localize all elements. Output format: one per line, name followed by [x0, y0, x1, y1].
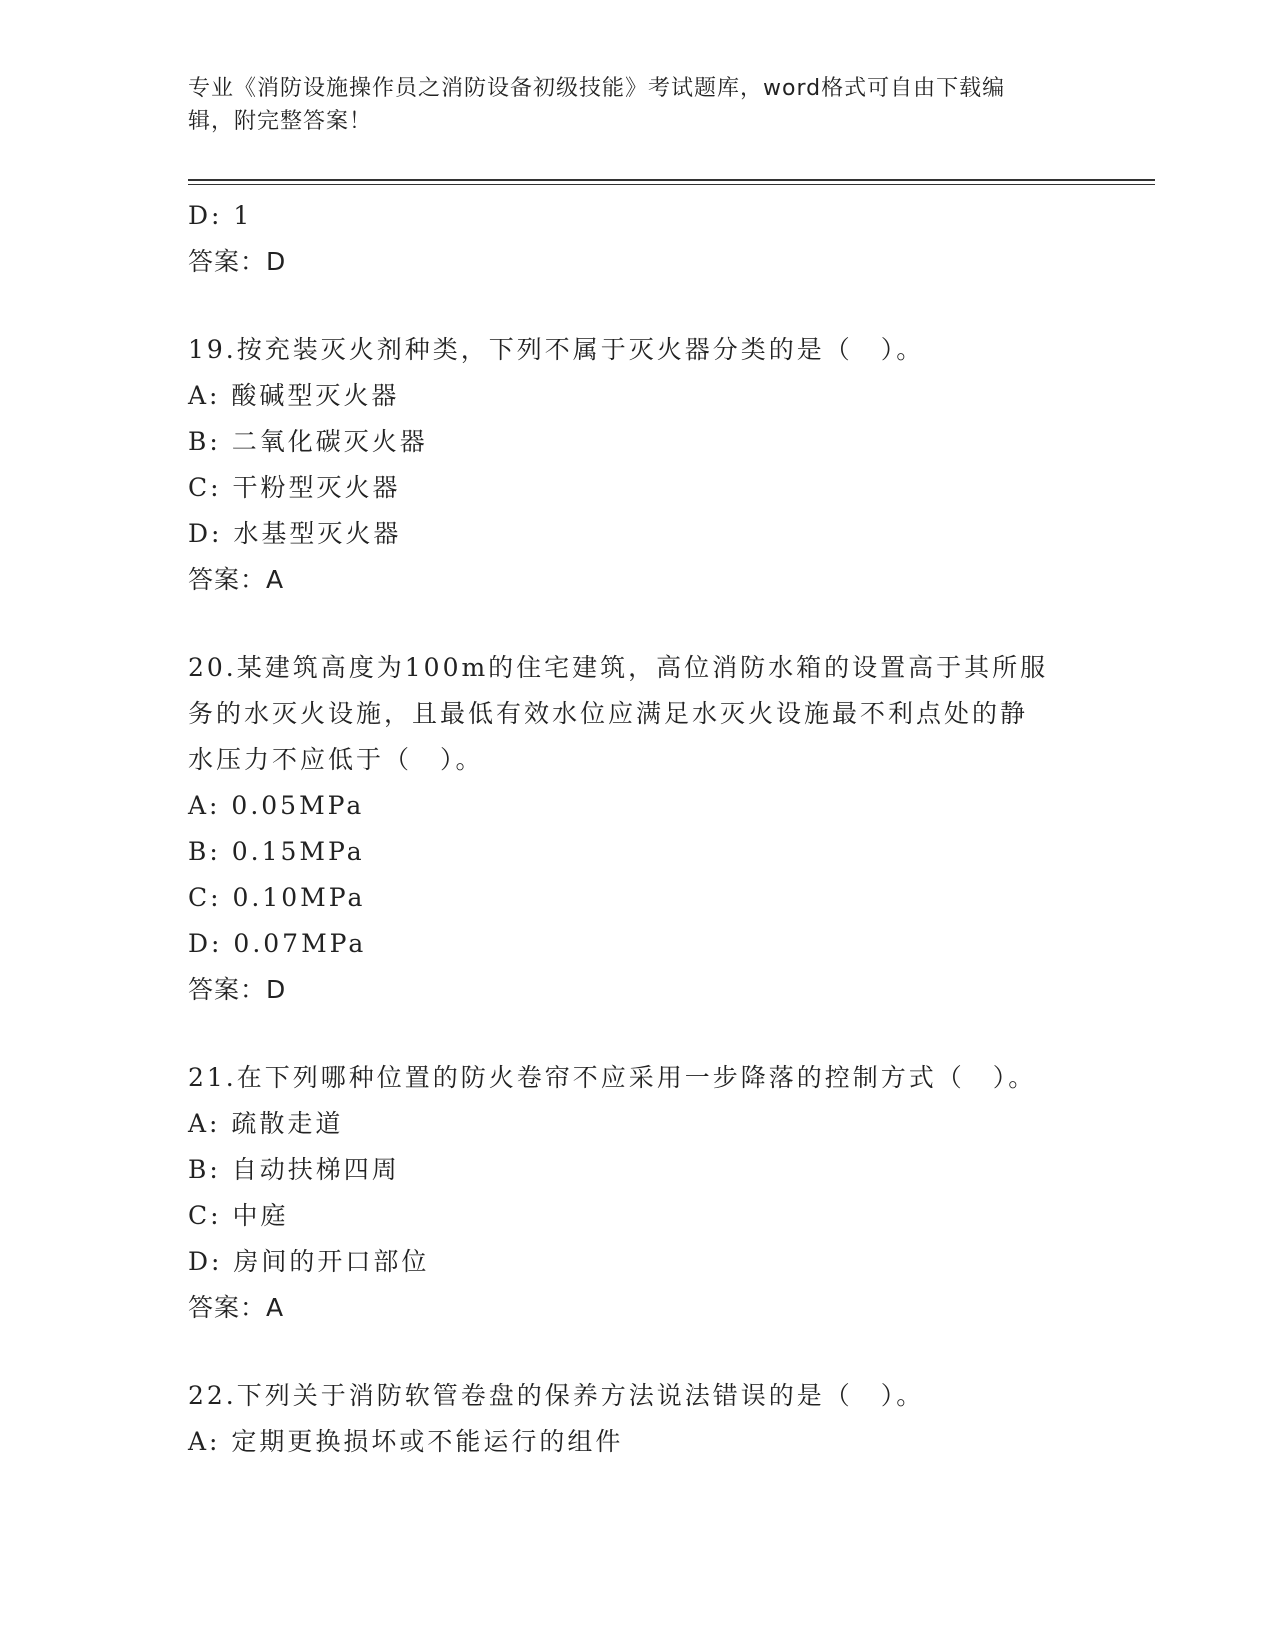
option-a: A: 疏散走道 [188, 1109, 344, 1138]
answer-line: 答案：D [188, 975, 287, 1004]
page-header [188, 72, 1068, 138]
question-text-line-2: 务的水灭火设施，且最低有效水位应满足水灭火设施最不利点处的静 [188, 699, 1029, 728]
option-d: D: 水基型灭火器 [188, 519, 402, 548]
answer-line: 答案：A [188, 1293, 285, 1322]
question-block-21 [188, 1055, 1088, 1331]
option-b: B: 自动扶梯四周 [188, 1155, 400, 1184]
option-c: C: 中庭 [188, 1201, 289, 1230]
option-d: D: 1 [188, 201, 253, 230]
question-block-18 [188, 193, 1088, 285]
option-c: C: 0.10MPa [188, 883, 366, 912]
header-line-1: 专业《消防设施操作员之消防设备初级技能》考试题库，word格式可自由下载编 [188, 76, 1006, 101]
option-c: C: 干粉型灭火器 [188, 473, 401, 502]
option-b: B: 二氧化碳灭火器 [188, 427, 428, 456]
answer-line: 答案：D [188, 247, 287, 276]
option-a: A: 定期更换损坏或不能运行的组件 [188, 1427, 624, 1456]
option-d: D: 0.07MPa [188, 929, 367, 958]
answer-line: 答案：A [188, 565, 285, 594]
header-divider-thick [188, 179, 1155, 181]
question-text-line-1: 20.某建筑高度为100m的住宅建筑，高位消防水箱的设置高于其所服 [188, 653, 1049, 682]
question-block-20 [188, 645, 1088, 1013]
question-block-19 [188, 327, 1088, 603]
question-text: 22.下列关于消防软管卷盘的保养方法说法错误的是（ ）。 [188, 1381, 925, 1410]
question-list [188, 193, 1088, 1465]
option-b: B: 0.15MPa [188, 837, 365, 866]
question-block-22 [188, 1373, 1088, 1465]
question-text: 19.按充装灭火剂种类，下列不属于灭火器分类的是（ ）。 [188, 335, 925, 364]
header-line-2: 辑，附完整答案！ [188, 109, 373, 134]
option-a: A: 0.05MPa [188, 791, 365, 820]
question-text-line-3: 水压力不应低于（ ）。 [188, 745, 484, 774]
question-text: 21.在下列哪种位置的防火卷帘不应采用一步降落的控制方式（ ）。 [188, 1063, 1037, 1092]
option-d: D: 房间的开口部位 [188, 1247, 430, 1276]
header-divider-thin [188, 184, 1155, 185]
option-a: A: 酸碱型灭火器 [188, 381, 400, 410]
